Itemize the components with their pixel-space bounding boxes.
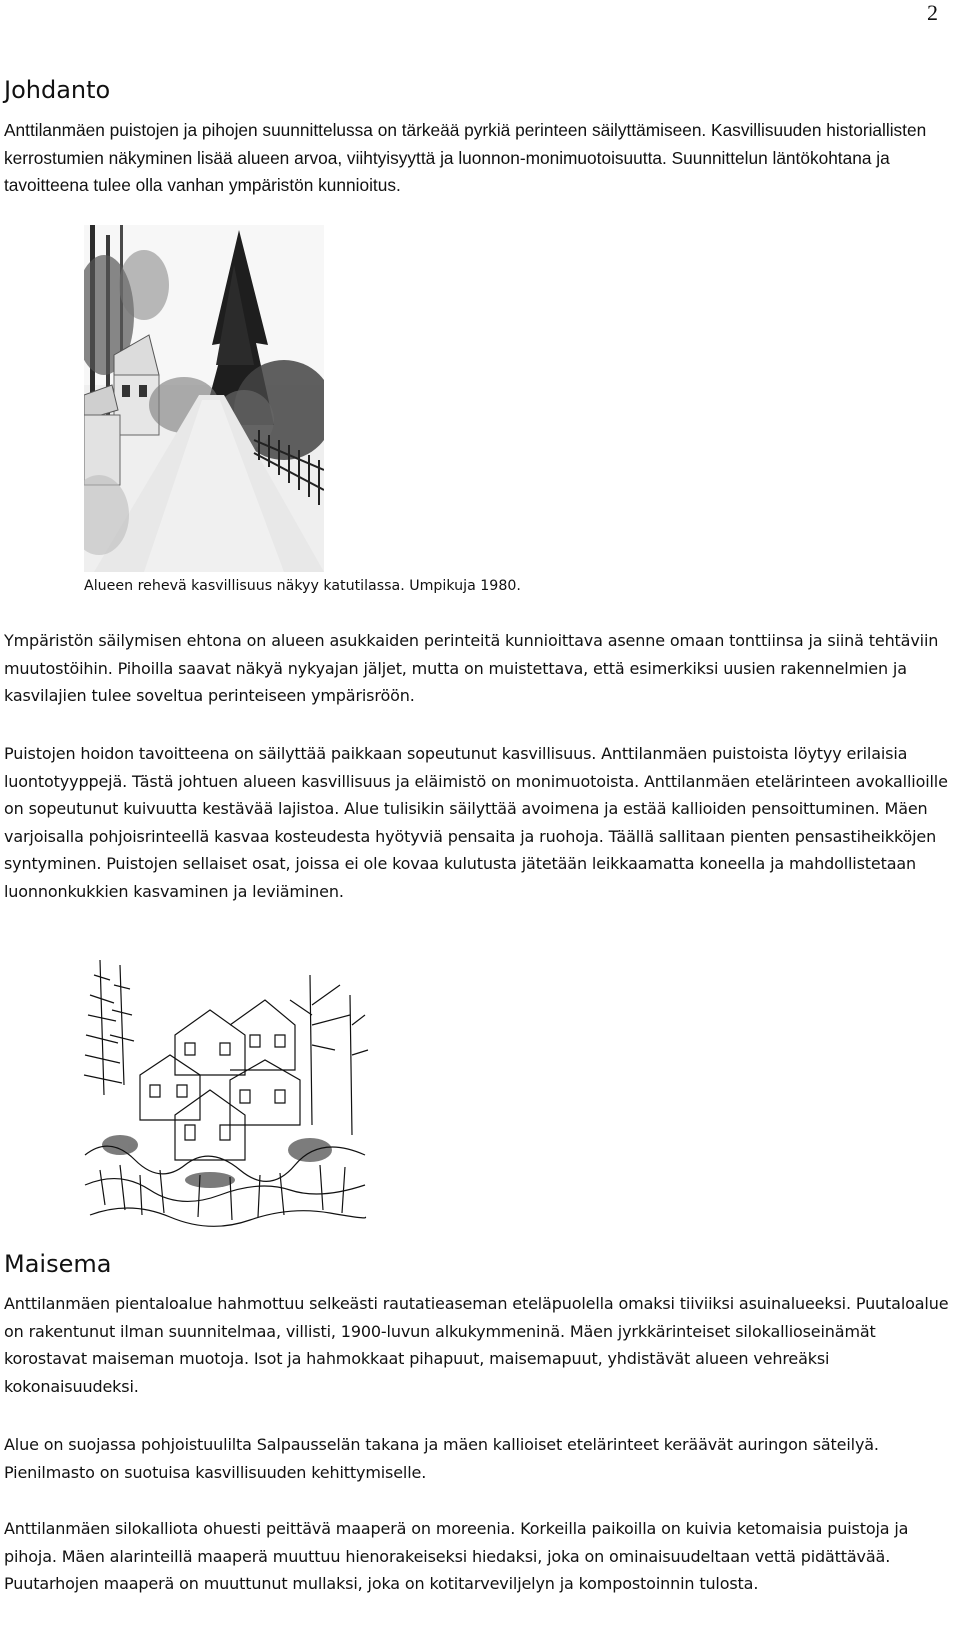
intro-paragraph: Anttilanmäen puistojen ja pihojen suunnittelussa on tärkeää pyrkiä perinteen säilyttämiseen. Kasvillisuuden historiallisten kerrostumien näkyminen lisää alueen arvoa, viihtyisyyttä ja luonnon-monimuotoisuutta. Suunnittelun läntökohtana ja tavoitteena tulee olla vanhan ympäristön kunnioitus. (4, 120, 927, 195)
heading-maisema: Maisema (4, 1250, 112, 1278)
heading-johdanto: Johdanto (4, 76, 111, 104)
paragraph-maisema-1: Anttilanmäen pientaloalue hahmottuu selkeästi rautatieaseman eteläpuolella omaksi tiiviiksi asuinalueeksi. Puutaloalue on rakentunut ilman suunnitelmaa, villisti, 1900-luvun alkukymmeninä. Mäen jyrkkärinteiset silokallioseinämät korostavat maiseman muotoja. Isot ja hahmokkaat pihapuut, maisemapuut, yhdistävät alueen vehreäksi kokonaisuudeksi. (4, 1294, 949, 1396)
street-photo (84, 225, 324, 572)
paragraph-perinne: Ympäristön säilymisen ehtona on alueen asukkaiden perinteitä kunnioittava asenne omaan tonttiinsa ja siinä tehtäviin muutostöihin. Pihoilla saavat näkyä nykyajan jäljet, mutta on muistettava, että esimerkiksi uusien rakennelmien ja kasvilajien tulee soveltua perinteiseen ympärisröön. (4, 631, 939, 706)
houses-sketch (80, 955, 370, 1241)
photo-caption: Alueen rehevä kasvillisuus näkyy katutilassa. Umpikuja 1980. (84, 578, 521, 594)
paragraph-maisema-2: Alue on suojassa pohjoistuulilta Salpausselän takana ja mäen kallioiset etelärinteet keräävät auringon säteilyä. Pienilmasto on suotuisa kasvillisuuden kehittymiselle. (4, 1435, 879, 1482)
paragraph-maisema-3: Anttilanmäen silokalliota ohuesti peittävä maaperä on moreenia. Korkeilla paikoilla on kuivia ketomaisia puistoja ja pihoja. Mäen alarinteillä maaperä muuttuu hienorakeiseksi hiedaksi, joka on ominaisuudeltaan vettä pidättävää. Puutarhojen maaperä on muuttunut mullaksi, joka on kotitarveviljelyn ja kompostoinnin tulosta. (4, 1519, 909, 1594)
paragraph-puistot: Puistojen hoidon tavoitteena on säilyttää paikkaan sopeutunut kasvillisuus. Anttilanmäen puistoista löytyy erilaisia luontotyyppejä. Tästä johtuen alueen kasvillisuus ja eläimistö on monimuotoista. Anttilanmäen etelärinteen avokallioille on sopeutunut kuivuutta kestävää lajistoa. Alue tulisikin säilyttää avoimena ja estää kallioiden pensoittuminen. Mäen varjoisalla pohjoisrinteellä kasvaa kosteudesta hyötyviä pensaita ja ruohoja. Täällä sallitaan pienten pensastiheikköjen syntyminen. Puistojen sellaiset osat, joissa ei ole kovaa kulutusta jätetään leikkaamatta koneella ja mahdollistetaan luonnonkukkien kasvaminen ja leviäminen. (4, 744, 948, 901)
page-number: 2 (927, 0, 938, 25)
